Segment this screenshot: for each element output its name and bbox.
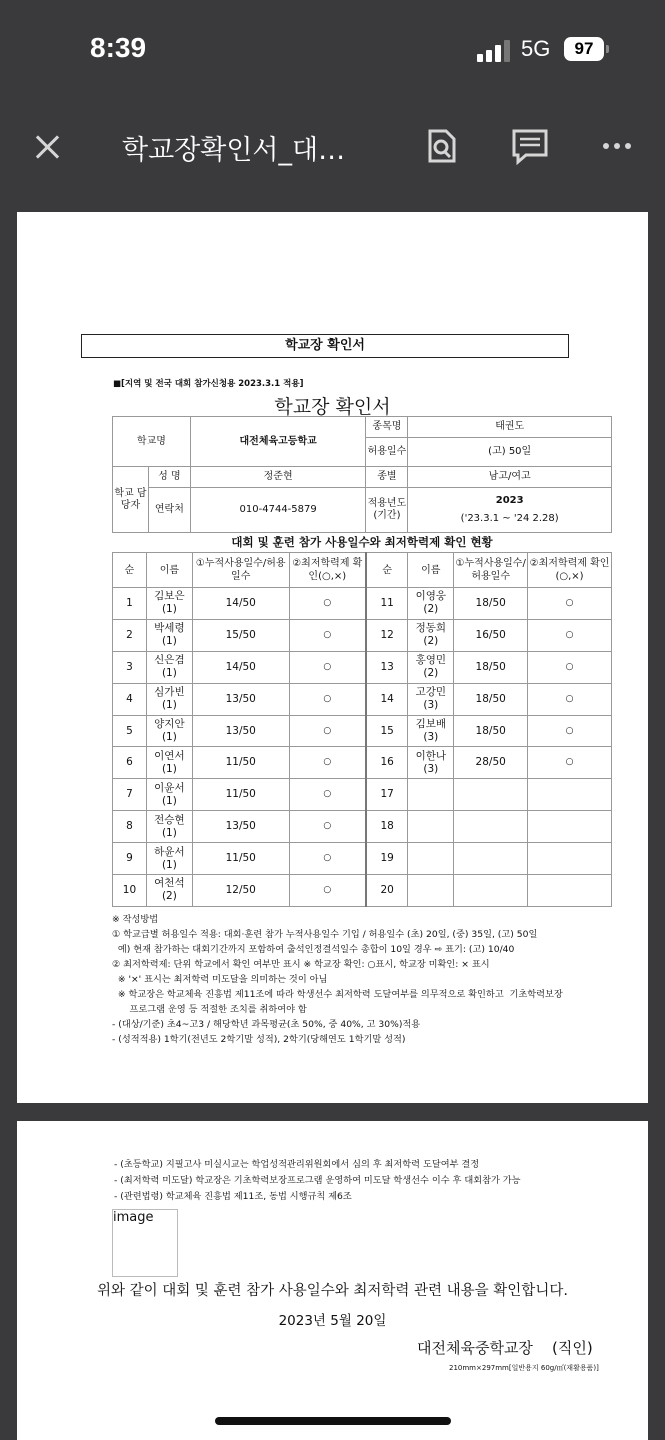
contact-label: 연락처 [148,488,190,533]
days-used-right [454,779,528,811]
athlete-name: 신은겸 [154,654,185,667]
row-number: 2 [113,619,147,651]
days-used-right [454,843,528,875]
athlete-name: 이연서 [154,749,185,762]
days-used-right: 18/50 [454,588,528,620]
left-name-cell [146,588,192,620]
athlete-name: 고강민 [415,686,447,699]
table-row [113,683,612,715]
year-period: ('23.3.1 ~ '24 2.28) [460,513,559,524]
right-name-cell [408,779,454,811]
note-line: - (최저학력 미도달) 학교장은 기초학력보장프로그램 운영하여 미도달 학생선수 이수 후 대회참가 가능 [114,1175,521,1186]
athlete-grade: (1) [161,635,177,648]
right-name-cell [408,843,454,875]
grade-check: ○ [289,875,366,907]
grade-check: ○ [289,588,366,620]
grade-check: ○ [289,715,366,747]
page-2-content [17,1121,648,1440]
row-number: 6 [113,747,147,779]
search-document-icon[interactable] [422,126,462,166]
battery-tip [606,45,609,53]
days-used: 11/50 [192,779,289,811]
page-2-notes [114,1157,521,1205]
row-number: 7 [113,779,147,811]
document-page-1[interactable] [17,212,648,1103]
row-number: 4 [113,683,147,715]
event-value: 태권도 [408,417,612,438]
row-number-right: 15 [366,715,408,747]
home-indicator[interactable] [215,1417,451,1425]
left-name-cell [146,747,192,779]
row-number: 1 [113,588,147,620]
table-row [113,619,612,651]
header-name: 이름 [146,553,192,588]
athlete-grade: (1) [161,858,177,871]
note-line: ※ 학교장은 학교체육 진흥법 제11조에 따라 학생선수 최저학력 도달여부를 의무적으로 확인하고 기초학력보장 [112,989,563,1000]
header-days: ①누적사용일수/허용일수 [192,553,289,588]
note-line: ② 최저학력제: 단위 학교에서 확인 여부만 표시 ※ 학교장 확인: ○표시, 학교장 미확인: × 표시 [112,959,490,970]
name-label: 성 명 [148,467,190,488]
right-name-cell [408,651,454,683]
athlete-grade: (1) [161,762,177,775]
left-name-cell [146,683,192,715]
contact-value: 010-4744-5879 [190,488,366,533]
athlete-grade: (1) [161,667,177,680]
athlete-grade: (3) [423,699,439,712]
right-name-cell [408,683,454,715]
close-button[interactable] [30,130,64,164]
days-used: 13/50 [192,811,289,843]
row-number: 10 [113,875,147,907]
athlete-name: 전승현 [154,813,185,826]
athlete-name: 하윤서 [154,845,185,858]
table-row [113,588,612,620]
name-value: 정준현 [190,467,366,488]
table-row [113,875,612,907]
grade-check-right: ○ [528,619,612,651]
athlete-table [112,552,612,907]
right-name-cell [408,715,454,747]
table-row [113,779,612,811]
info-table [112,416,612,533]
header-no-right: 순 [366,553,408,588]
grade-check: ○ [289,747,366,779]
broken-image [112,1209,178,1277]
athlete-name: 김보배 [415,718,447,730]
year-cell [408,488,612,533]
days-used-right: 28/50 [454,747,528,779]
athlete-grade: (2) [423,603,439,616]
left-name-cell [146,875,192,907]
days-used: 14/50 [192,651,289,683]
grade-check: ○ [289,619,366,651]
row-number: 9 [113,843,147,875]
row-number-right: 14 [366,683,408,715]
note-line: - (성적적용) 1학기(전년도 2학기말 성적), 2학기(당해연도 1학기말 성적) [112,1034,406,1045]
athlete-grade: (1) [161,699,177,712]
more-options-icon[interactable] [598,126,638,166]
gender-label: 종별 [366,467,408,488]
row-number: 3 [113,651,147,683]
athlete-grade: (1) [161,603,177,616]
signal-icon [477,40,513,62]
note-line: ※ 작성방법 [112,914,159,925]
athlete-name: 이윤서 [154,781,185,794]
gender-value: 남고/여고 [408,467,612,488]
left-name-cell [146,715,192,747]
app-bar [0,100,665,195]
grade-check-right [528,779,612,811]
status-time: 8:39 [90,32,147,63]
row-number-right: 20 [366,875,408,907]
allow-value: (고) 50일 [408,438,612,467]
athlete-grade: (1) [161,826,177,839]
table-row [113,843,612,875]
grade-check-right: ○ [528,715,612,747]
athlete-grade: (1) [161,731,177,743]
days-used: 14/50 [192,588,289,620]
days-used: 15/50 [192,619,289,651]
comment-icon[interactable] [510,126,550,166]
note-line: 프로그램 운영 등 적절한 조치를 취하여야 함 [112,1004,307,1015]
header-name-right: 이름 [408,553,454,588]
athlete-name: 홍영민 [415,654,447,667]
note-line: - (초등학교) 지필고사 미실시교는 학업성적관리위원회에서 심의 후 최저학력 도달여부 결정 [114,1159,480,1170]
grade-check: ○ [289,843,366,875]
note-line: - (관련법령) 학교체육 진흥법 제11조, 동법 시행규칙 제6조 [114,1191,352,1202]
athlete-name: 이영웅 [415,590,447,603]
allow-label: 허용일수 [366,438,408,467]
athlete-name: 심가빈 [154,686,185,699]
days-used-right: 16/50 [454,619,528,651]
grade-check: ○ [289,683,366,715]
right-name-cell [408,811,454,843]
days-used-right: 18/50 [454,651,528,683]
right-name-cell [408,875,454,907]
athlete-grade: (2) [423,635,439,648]
row-number-right: 17 [366,779,408,811]
grade-check-right [528,875,612,907]
grade-check: ○ [289,811,366,843]
grade-check-right: ○ [528,683,612,715]
left-name-cell [146,779,192,811]
section-title: 대회 및 훈련 참가 사용일수와 최저학력제 확인 현황 [231,535,493,549]
days-used: 13/50 [192,683,289,715]
header-no: 순 [113,553,147,588]
note-line: ※ '×' 표시는 최저학력 미도달을 의미하는 것이 아님 [112,974,328,985]
athlete-grade: (3) [423,762,439,775]
grade-check: ○ [289,651,366,683]
writing-notes [112,912,622,1047]
grade-check-right: ○ [528,747,612,779]
right-name-cell [408,747,454,779]
athlete-grade: (1) [161,794,177,807]
athlete-grade: (3) [423,731,439,743]
row-number-right: 12 [366,619,408,651]
note-line: ① 학교급별 허용일수 적용: 대회·훈련 참가 누적사용일수 기입 / 허용일수 (초) 20일, (중) 35일, (고) 50일 [112,929,538,940]
row-number: 8 [113,811,147,843]
issue-date: 2023년 5월 20일 [278,1313,387,1329]
row-number-right: 16 [366,747,408,779]
days-used-right: 18/50 [454,683,528,715]
grade-check-right [528,843,612,875]
table-row [113,651,612,683]
application-note: ■[지역 및 전국 대회 참가신청용 2023.3.1 적용] [113,379,304,389]
school-value: 대전체육고등학교 [190,417,366,467]
page-content [17,212,648,1103]
left-name-cell [146,651,192,683]
document-page-2[interactable] [17,1121,648,1440]
school-signature: 대전체육중학교장 (직인) [417,1339,593,1357]
header-grade-check-right: ②최저학력제 확인(○,×) [528,553,612,588]
header-grade-check: ②최저학력제 확인(○,×) [289,553,366,588]
table-row [113,715,612,747]
athlete-grade: (2) [423,667,439,680]
event-label: 종목명 [366,417,408,438]
days-used: 11/50 [192,843,289,875]
athlete-name: 박세령 [154,622,185,635]
days-used: 12/50 [192,875,289,907]
days-used: 13/50 [192,715,289,747]
athlete-name: 이한나 [415,749,447,762]
status-bar [0,0,665,100]
row-number-right: 11 [366,588,408,620]
right-name-cell [408,588,454,620]
battery-icon: 97 [564,37,604,61]
header-days-right: ①누적사용일수/허용일수 [454,553,528,588]
athlete-grade: (2) [161,890,177,903]
document-title: 학교장확인서_대… [122,135,346,166]
note-line: 예) 현재 참가하는 대회기간까지 포함하여 출석인정결석일수 총합이 10일 경우 ⇨ 표기: (고) 10/40 [112,944,515,955]
manager-label: 학교 담당자 [113,467,149,533]
left-name-cell [146,811,192,843]
year-value: 2023 [495,495,524,506]
days-used: 11/50 [192,747,289,779]
athlete-name: 여천석 [154,877,185,890]
header-title-box: 학교장 확인서 [81,334,569,358]
table-row [113,747,612,779]
form-title: 학교장 확인서 [274,396,391,418]
days-used-right: 18/50 [454,715,528,747]
note-line: - (대상/기준) 초4~고3 / 해당학년 과목평균(초 50%, 중 40%, 고 30%)적용 [112,1019,421,1030]
athlete-name: 김보은 [154,590,185,603]
days-used-right [454,875,528,907]
row-number: 5 [113,715,147,747]
athlete-name: 양지안 [154,718,185,730]
row-number-right: 19 [366,843,408,875]
row-number-right: 13 [366,651,408,683]
broken-image-alt: image [113,1210,154,1225]
athlete-name: 정동희 [415,622,447,635]
right-name-cell [408,619,454,651]
year-label: 적용년도 (기간) [366,488,408,533]
confirmation-text: 위와 같이 대회 및 훈련 참가 사용일수와 최저학력 관련 내용을 확인합니다. [97,1283,568,1299]
left-name-cell [146,843,192,875]
network-type: 5G [521,36,551,61]
left-name-cell [146,619,192,651]
paper-spec-footer: 210mm×297mm[일반용지 60g/㎡(재활용품)] [449,1364,599,1372]
grade-check-right: ○ [528,651,612,683]
grade-check-right [528,811,612,843]
grade-check-right: ○ [528,588,612,620]
table-row [113,811,612,843]
table-header-row [113,553,612,588]
grade-check: ○ [289,779,366,811]
school-label: 학교명 [113,417,191,467]
days-used-right [454,811,528,843]
row-number-right: 18 [366,811,408,843]
